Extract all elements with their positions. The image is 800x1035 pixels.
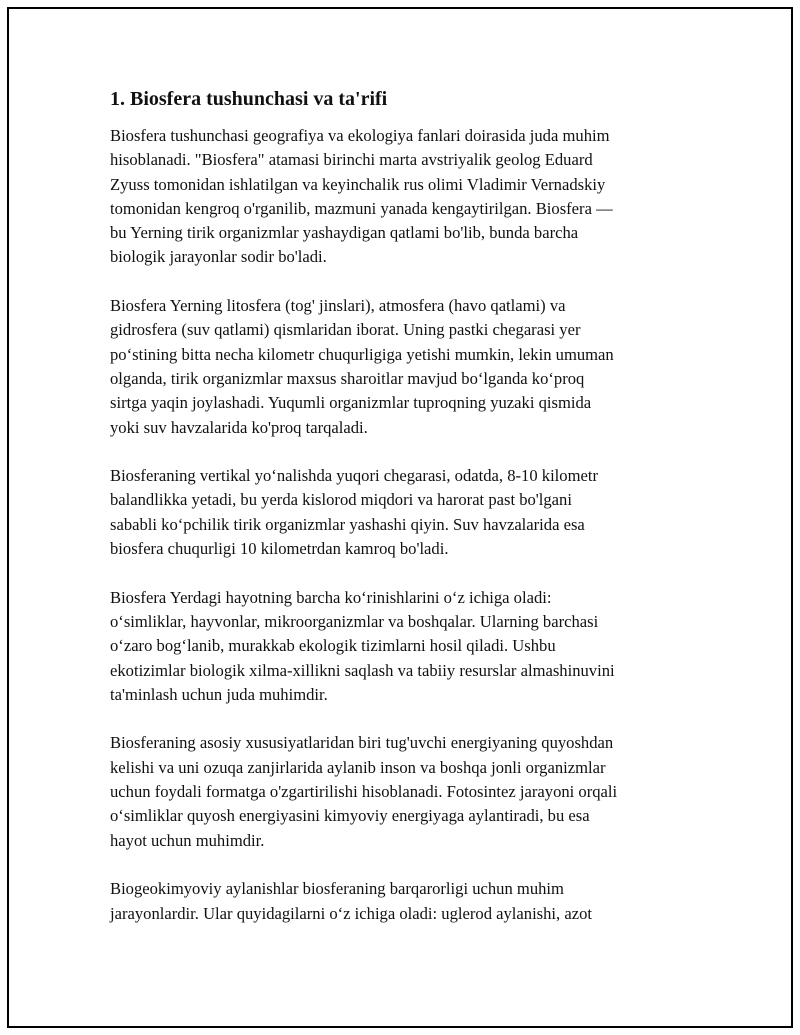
text-line: Zyuss tomonidan ishlatilgan va keyinchalik rus olimi Vladimir Vernadskiy [110, 174, 606, 194]
text-line: tomonidan kengroq o'rganilib, mazmuni yanada kengaytirilgan. Biosfera — [110, 198, 613, 218]
text-line: kelishi va uni ozuqa zanjirlarida aylanib inson va boshqa jonli organizmlar [110, 757, 606, 777]
text-line: biosfera chuqurligi 10 kilometrdan kamroq bo'ladi. [110, 539, 449, 559]
paragraph-4 [110, 586, 695, 707]
text-line: o‘simliklar, hayvonlar, mikroorganizmlar va boshqalar. Ularning barchasi [110, 611, 599, 631]
paragraph-2 [110, 294, 695, 440]
text-line: sirtga yaqin joylashadi. Yuqumli organizmlar tuproqning yuzaki qismida [110, 393, 592, 413]
section-heading: 1. Biosfera tushunchasi va ta'rifi [110, 88, 388, 110]
text-line: hisoblanadi. "Biosfera" atamasi birinchi marta avstriyalik geolog Eduard [110, 150, 593, 170]
text-line: biologik jarayonlar sodir bo'ladi. [110, 247, 327, 267]
text-line: yoki suv havzalarida ko'proq tarqaladi. [110, 417, 368, 437]
text-line: ekotizimlar biologik xilma-xillikni saqlash va tabiiy resurslar almashinuvini [110, 660, 615, 680]
text-line: Biosferaning vertikal yo‘nalishda yuqori chegarasi, odatda, 8-10 kilometr [110, 466, 598, 486]
text-line: o‘simliklar quyosh energiyasini kimyoviy energiyaga aylantiradi, bu esa [110, 806, 590, 826]
paragraph-6 [110, 877, 695, 926]
text-line: Biosfera Yerning litosfera (tog' jinslari), atmosfera (havo qatlami) va [110, 296, 566, 316]
document-body [110, 86, 695, 950]
text-line: Biogeokimyoviy aylanishlar biosferaning barqarorligi uchun muhim [110, 879, 564, 899]
text-line: ta'minlash uchun juda muhimdir. [110, 684, 328, 704]
paragraph-5 [110, 731, 695, 852]
text-line: uchun foydali formatga o'zgartirilishi hisoblanadi. Fotosintez jarayoni orqali [110, 782, 618, 802]
text-line: Biosferaning asosiy xususiyatlaridan biri tug'uvchi energiyaning quyoshdan [110, 733, 614, 753]
text-line: gidrosfera (suv qatlami) qismlaridan iborat. Uning pastki chegarasi yer [110, 320, 581, 340]
text-line: olganda, tirik organizmlar maxsus sharoitlar mavjud bo‘lganda ko‘proq [110, 368, 585, 388]
text-line: jarayonlardir. Ular quyidagilarni o‘z ichiga oladi: uglerod aylanishi, azot [110, 903, 592, 923]
text-line: bu Yerning tirik organizmlar yashaydigan qatlami bo'lib, bunda barcha [110, 223, 579, 243]
paragraph-1 [110, 124, 695, 270]
text-line: hayot uchun muhimdir. [110, 830, 265, 850]
text-line: balandlikka yetadi, bu yerda kislorod miqdori va harorat past bo'lgani [110, 490, 572, 510]
text-line: o‘zaro bog‘lanib, murakkab ekologik tizimlarni hosil qiladi. Ushbu [110, 636, 556, 656]
text-line: sababli ko‘pchilik tirik organizmlar yashashi qiyin. Suv havzalarida esa [110, 514, 585, 534]
paragraph-3 [110, 464, 695, 561]
text-line: Biosfera Yerdagi hayotning barcha ko‘rinishlarini o‘z ichiga oladi: [110, 587, 552, 607]
text-line: Biosfera tushunchasi geografiya va ekologiya fanlari doirasida juda muhim [110, 126, 610, 145]
text-line: po‘stining bitta necha kilometr chuqurligiga yetishi mumkin, lekin umuman [110, 344, 614, 364]
